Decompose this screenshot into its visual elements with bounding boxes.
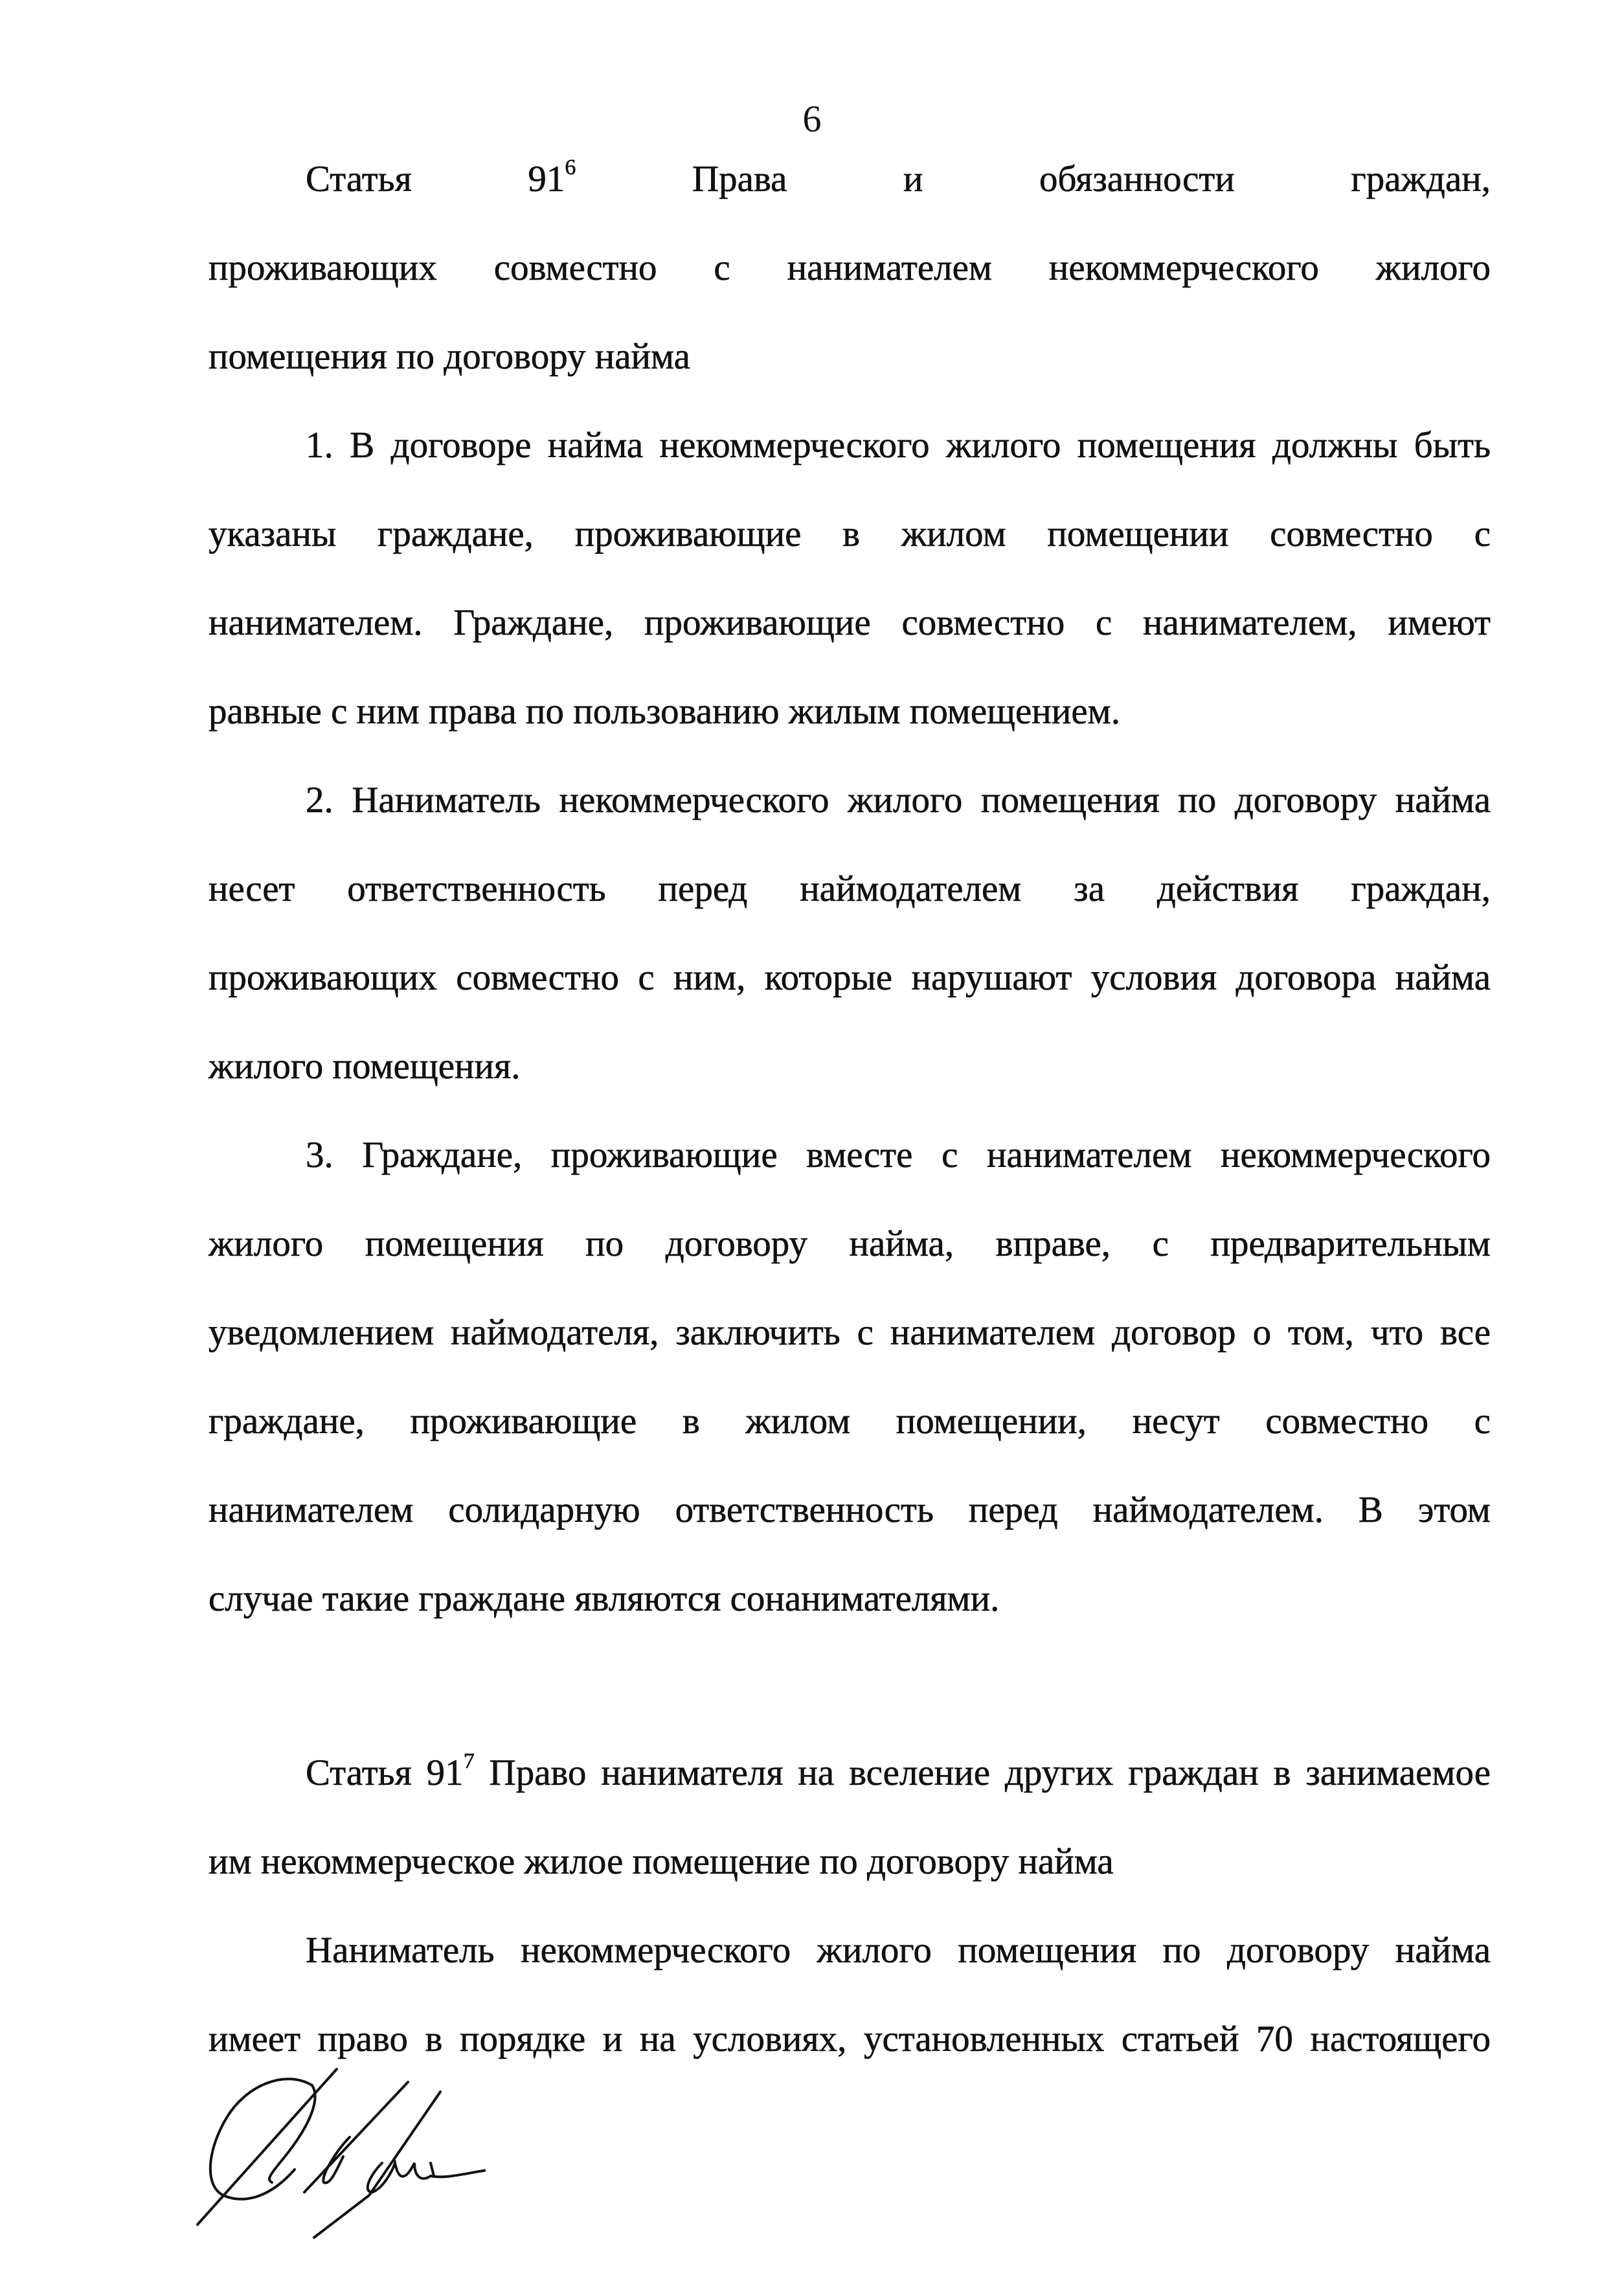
paragraph-line: 3. Граждане, проживающие вместе с нанимателем некоммерческого — [306, 1135, 1491, 1175]
heading-line: помещения по договору найма — [209, 336, 690, 377]
article-title: Право нанимателя на вселение других граждан в занимаемое — [474, 1752, 1491, 1793]
article-title: Права и обязанности граждан, — [576, 159, 1491, 199]
paragraph-line: граждане, проживающие в жилом помещении, несут совместно с — [209, 1401, 1491, 1442]
signature — [175, 2066, 486, 2260]
page-number: 6 — [802, 98, 822, 140]
article-91-7-heading — [209, 1728, 1491, 1817]
article-superscript: 6 — [565, 155, 576, 179]
paragraph-line: уведомлением наймодателя, заключить с нанимателем договор о том, что все — [209, 1312, 1491, 1353]
paragraph-line: равные с ним права по пользованию жилым помещением. — [209, 691, 1120, 732]
paragraph-line: жилого помещения. — [209, 1046, 521, 1087]
article-number: Статья 91 — [306, 159, 565, 199]
paragraph-line: несет ответственность перед наймодателем за действия граждан, — [209, 868, 1491, 909]
paragraph-line: проживающих совместно с ним, которые нарушают условия договора найма — [209, 957, 1491, 998]
paragraph-line: 2. Наниматель некоммерческого жилого помещения по договору найма — [306, 780, 1491, 821]
paragraph-line: жилого помещения по договору найма, вправе, с предварительным — [209, 1223, 1491, 1264]
article-91-6-heading — [209, 135, 1491, 223]
paragraph-line: 1. В договоре найма некоммерческого жилого помещения должны быть — [306, 425, 1491, 466]
article-number: Статья 91 — [306, 1752, 464, 1793]
paragraph-line: случае такие граждане являются сонанимателями. — [209, 1578, 1000, 1619]
paragraph-line: нанимателем солидарную ответственность перед наймодателем. В этом — [209, 1490, 1491, 1530]
paragraph-line: указаны граждане, проживающие в жилом помещении совместно с — [209, 514, 1491, 554]
heading-line: им некоммерческое жилое помещение по договору найма — [209, 1841, 1114, 1882]
paragraph-line: имеет право в порядке и на условиях, установленных статьей 70 настоящего — [209, 2019, 1491, 2059]
article-superscript: 7 — [463, 1749, 475, 1773]
paragraph-line: Наниматель некоммерческого жилого помещения по договору найма — [306, 1930, 1491, 1971]
paragraph-line: нанимателем. Граждане, проживающие совместно с нанимателем, имеют — [209, 602, 1491, 643]
heading-line: проживающих совместно с нанимателем некоммерческого жилого — [209, 247, 1491, 288]
document-body — [209, 135, 1491, 2083]
